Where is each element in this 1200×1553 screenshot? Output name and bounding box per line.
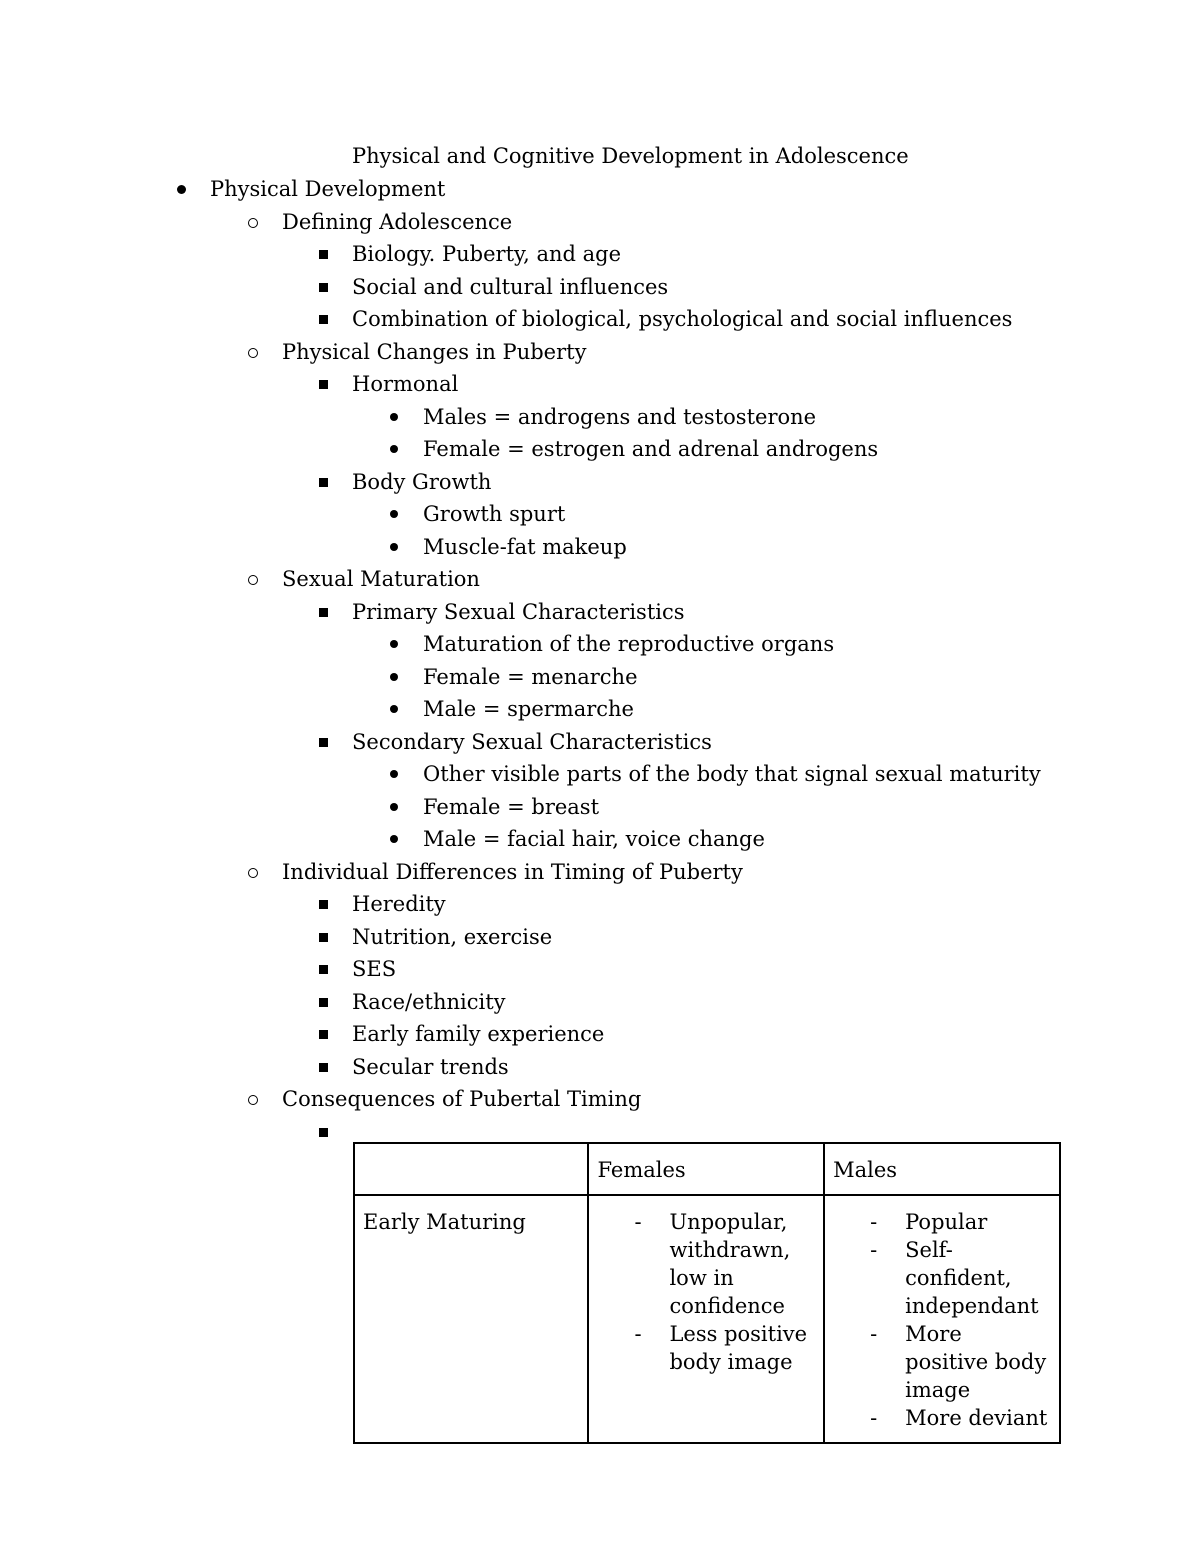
outline-item-text: Female = breast	[423, 794, 600, 819]
outline-item-level-4	[423, 403, 816, 431]
outline-item-text: Heredity	[352, 892, 446, 916]
outline-item-level-4	[423, 630, 834, 658]
square-bullet-icon	[319, 900, 328, 909]
table-header-males: Males	[824, 1143, 1060, 1195]
outline-item-text: Sexual Maturation	[282, 567, 480, 591]
row-label-early-maturing: Early Maturing	[354, 1195, 588, 1443]
outline-item-level-3	[352, 955, 396, 983]
hollow-circle-bullet-icon	[248, 1095, 258, 1105]
outline-item-text: Social and cultural influences	[352, 274, 669, 299]
round-bullet-icon	[390, 705, 398, 713]
outline-item-text: Nutrition, exercise	[352, 924, 553, 949]
males-early-cell	[824, 1195, 1060, 1443]
outline-item-level-2	[282, 1085, 641, 1113]
list-item: - Self-confident, independant	[905, 1236, 1051, 1320]
outline-item-level-4	[423, 793, 599, 821]
round-bullet-icon	[390, 770, 398, 778]
outline-item-level-4	[423, 760, 1041, 788]
outline-item-level-3	[352, 1020, 604, 1048]
outline-item-text: Biology. Puberty, and age	[352, 242, 622, 266]
outline-item-text: Male = spermarche	[423, 697, 634, 721]
outline-item-level-3	[352, 890, 446, 918]
square-bullet-icon	[319, 250, 328, 259]
square-bullet-icon	[319, 1063, 328, 1072]
round-bullet-icon	[390, 803, 398, 811]
square-bullet-icon	[319, 1030, 328, 1039]
square-bullet-icon	[319, 965, 328, 974]
outline-item-text: Males = androgens and testosterone	[423, 404, 817, 429]
females-early-cell	[588, 1195, 824, 1443]
square-bullet-icon	[319, 738, 328, 747]
table-header-row	[354, 1143, 1060, 1195]
round-bullet-icon	[390, 640, 398, 648]
square-bullet-icon	[319, 478, 328, 487]
outline-item-level-3	[352, 1053, 509, 1081]
list-item: - Unpopular, withdrawn, low in confidence	[669, 1208, 815, 1320]
outline-item-level-3	[352, 370, 458, 398]
outline-item-text: Individual Differences in Timing of Puberty	[282, 859, 743, 884]
list-item: - More positive body image	[905, 1320, 1051, 1404]
outline-item-level-3	[352, 923, 552, 951]
outline-item-level-3	[352, 273, 668, 301]
outline-item-level-2	[282, 208, 512, 236]
outline-item-level-3	[352, 240, 621, 268]
outline-item-level-2	[282, 565, 480, 593]
square-bullet-icon	[319, 998, 328, 1007]
outline-item-text: Early family experience	[352, 1022, 605, 1046]
list-item: - Popular	[905, 1208, 1051, 1236]
hollow-circle-bullet-icon	[248, 348, 258, 358]
females-early-list	[597, 1208, 815, 1376]
list-item: - More deviant	[905, 1404, 1051, 1432]
square-bullet-icon	[319, 933, 328, 942]
square-bullet-icon	[319, 380, 328, 389]
outline-item-text: Consequences of Pubertal Timing	[282, 1087, 642, 1111]
outline-item-text: Combination of biological, psychological and social influences	[352, 307, 1013, 331]
outline-item-level-4	[423, 435, 878, 463]
table-header-females: Females	[588, 1143, 824, 1195]
outline-item-text: Secondary Sexual Characteristics	[352, 729, 712, 754]
outline-item-text: Muscle-fat makeup	[423, 534, 627, 559]
outline-item-level-4	[423, 500, 565, 528]
square-bullet-icon	[319, 1128, 328, 1137]
hollow-circle-bullet-icon	[248, 575, 258, 585]
hollow-circle-bullet-icon	[248, 218, 258, 228]
outline-item-text: Female = menarche	[423, 664, 638, 689]
round-bullet-icon	[390, 413, 398, 421]
outline-item-level-3	[352, 468, 491, 496]
outline-item-level-4	[423, 663, 638, 691]
square-bullet-icon	[319, 315, 328, 324]
outline-item-text: Secular trends	[352, 1054, 509, 1079]
outline-item-text: Maturation of the reproductive organs	[423, 632, 835, 656]
outline-item-text: Defining Adolescence	[282, 209, 513, 234]
outline-item-level-3	[352, 598, 685, 626]
round-bullet-icon	[390, 510, 398, 518]
outline-item-text: SES	[352, 957, 397, 981]
round-bullet-icon	[177, 185, 186, 194]
hollow-circle-bullet-icon	[248, 868, 258, 878]
table-row	[354, 1195, 1060, 1443]
outline-item-text: Hormonal	[352, 372, 459, 396]
outline-item-level-4	[423, 533, 627, 561]
outline-item-text: Primary Sexual Characteristics	[352, 599, 685, 624]
square-bullet-icon	[319, 608, 328, 617]
round-bullet-icon	[390, 445, 398, 453]
males-early-list	[833, 1208, 1051, 1432]
outline-item-text: Female = estrogen and adrenal androgens	[423, 437, 879, 461]
outline-item-text: Physical Changes in Puberty	[282, 339, 587, 364]
outline-item-level-1	[210, 175, 445, 203]
outline-item-level-3	[352, 728, 712, 756]
outline-item-text: Other visible parts of the body that signal sexual maturity	[423, 762, 1041, 786]
outline-item-text: Male = facial hair, voice change	[423, 827, 765, 851]
round-bullet-icon	[390, 835, 398, 843]
square-bullet-icon	[319, 283, 328, 292]
outline-item-level-2	[282, 338, 586, 366]
outline-item-level-3	[352, 305, 1012, 333]
outline-item-level-4	[423, 825, 765, 853]
outline-item-level-3	[352, 988, 506, 1016]
list-item: - Less positive body image	[669, 1320, 815, 1376]
outline-item-text: Physical Development	[210, 177, 446, 201]
round-bullet-icon	[390, 543, 398, 551]
outline-item-text: Body Growth	[352, 469, 492, 494]
table-header-empty	[354, 1143, 588, 1195]
outline-item-text: Growth spurt	[423, 502, 566, 526]
outline-item-level-4	[423, 695, 634, 723]
round-bullet-icon	[390, 673, 398, 681]
document-title: Physical and Cognitive Development in Adolescence	[352, 144, 909, 168]
pubertal-timing-table	[353, 1142, 1061, 1444]
outline-item-level-2	[282, 858, 743, 886]
outline-item-text: Race/ethnicity	[352, 989, 506, 1014]
